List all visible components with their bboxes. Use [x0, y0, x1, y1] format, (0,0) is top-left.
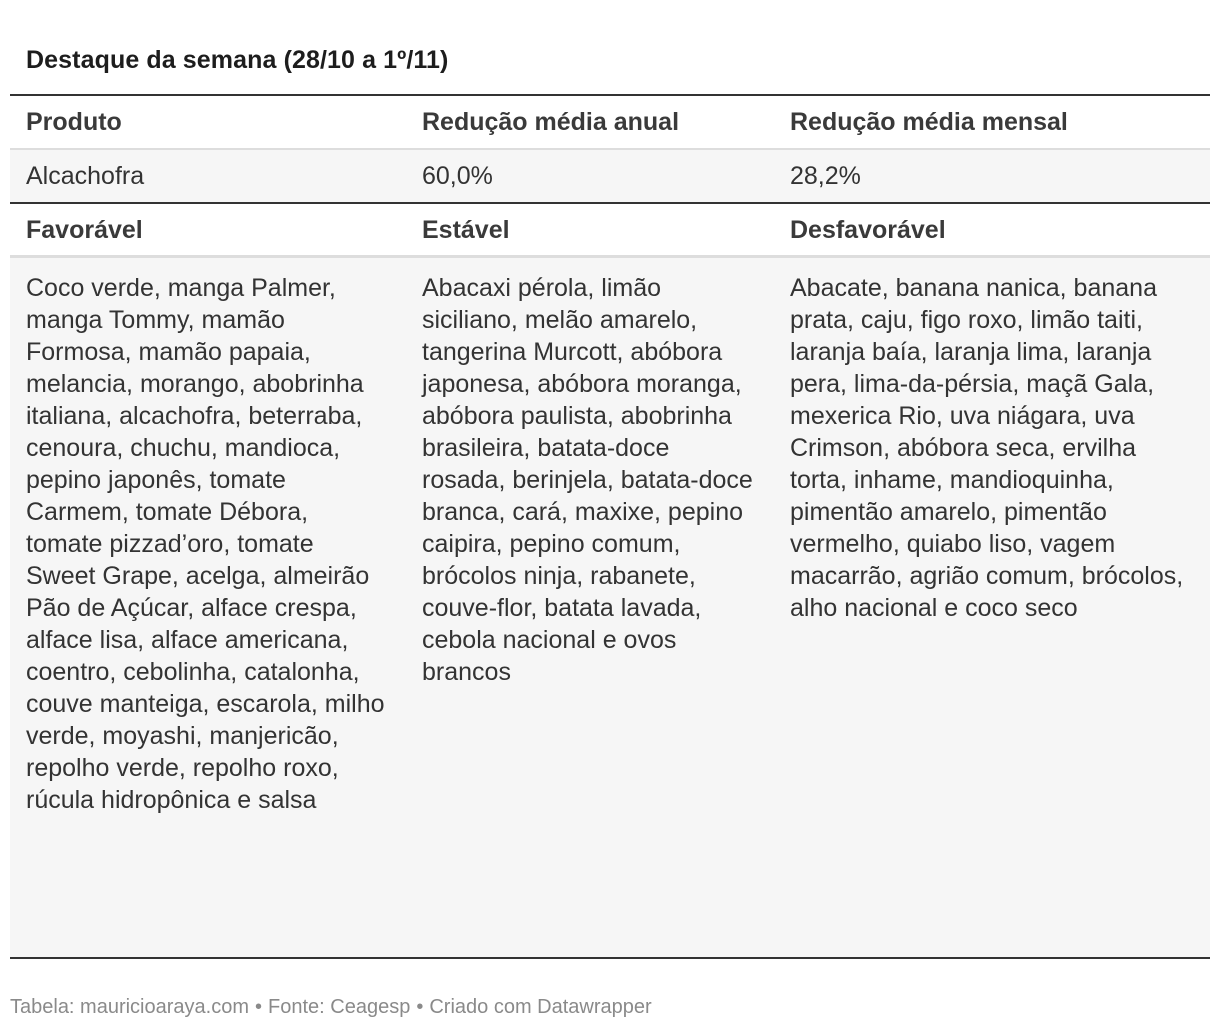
table-header-row — [10, 96, 1210, 150]
header-cell-produto: Produto — [26, 108, 122, 136]
footer-source: Fonte: Ceagesp — [268, 996, 411, 1018]
group-header-row — [10, 204, 1210, 258]
footer-credits — [10, 996, 652, 1019]
footer-tool: Criado com Datawrapper — [429, 996, 652, 1018]
header-cell-reducao-mensal: Redução média mensal — [790, 108, 1068, 136]
group-list-desfavoravel: Abacate, banana nanica, banana prata, caju, figo roxo, limão taiti, laranja baía, laranja lima, laranja pera, lima-da-pérsia, maçã Gala, mexerica Rio, uva niágara, uva Crimson, abóbora seca, ervilha torta, inhame, mandioquinha, pimentão amarelo, pimentão vermelho, quiabo liso, vagem macarrão, agrião comum, brócolos, alho nacional e coco seco — [790, 274, 1184, 622]
footer-separator: • — [255, 996, 263, 1018]
footer-separator: • — [416, 996, 424, 1018]
group-header-favoravel: Favorável — [26, 215, 143, 244]
cell-produto: Alcachofra — [26, 162, 145, 190]
header-cell-reducao-anual: Redução média anual — [422, 108, 680, 136]
group-list-favoravel: Coco verde, manga Palmer, manga Tommy, mamão Formosa, mamão papaia, melancia, morango, abobrinha italiana, alcachofra, beterraba, cenoura, chuchu, mandioca, pepino japonês, tomate Carmem, tomate Débora, tomate pizzad’oro, tomate Sweet Grape, acelga, almeirão Pão de Açúcar, alface crespa, alface lisa, alface americana, coentro, cebolinha, catalonha, couve manteiga, escarola, milho verde, moyashi, manjericão, repolho verde, repolho roxo, rúcula hidropônica e salsa — [26, 274, 385, 814]
data-table — [10, 94, 1210, 959]
table-row — [10, 150, 1210, 204]
group-header-estavel: Estável — [422, 215, 510, 244]
group-list-estavel: Abacaxi pérola, limão siciliano, melão amarelo, tangerina Murcott, abóbora japonesa, abóbora moranga, abóbora paulista, abobrinha brasileira, batata-doce rosada, berinjela, batata-doce branca, cará, maxixe, pepino caipira, pepino comum, brócolos ninja, rabanete, couve-flor, batata lavada, cebola nacional e ovos brancos — [422, 274, 753, 686]
table-title: Destaque da semana (28/10 a 1º/11) — [26, 46, 449, 74]
cell-reducao-mensal: 28,2% — [790, 162, 861, 190]
group-header-desfavoravel: Desfavorável — [790, 215, 946, 244]
cell-reducao-anual: 60,0% — [422, 162, 493, 190]
footer-table-credit: Tabela: mauricioaraya.com — [10, 996, 249, 1018]
group-list-row — [10, 258, 1210, 957]
